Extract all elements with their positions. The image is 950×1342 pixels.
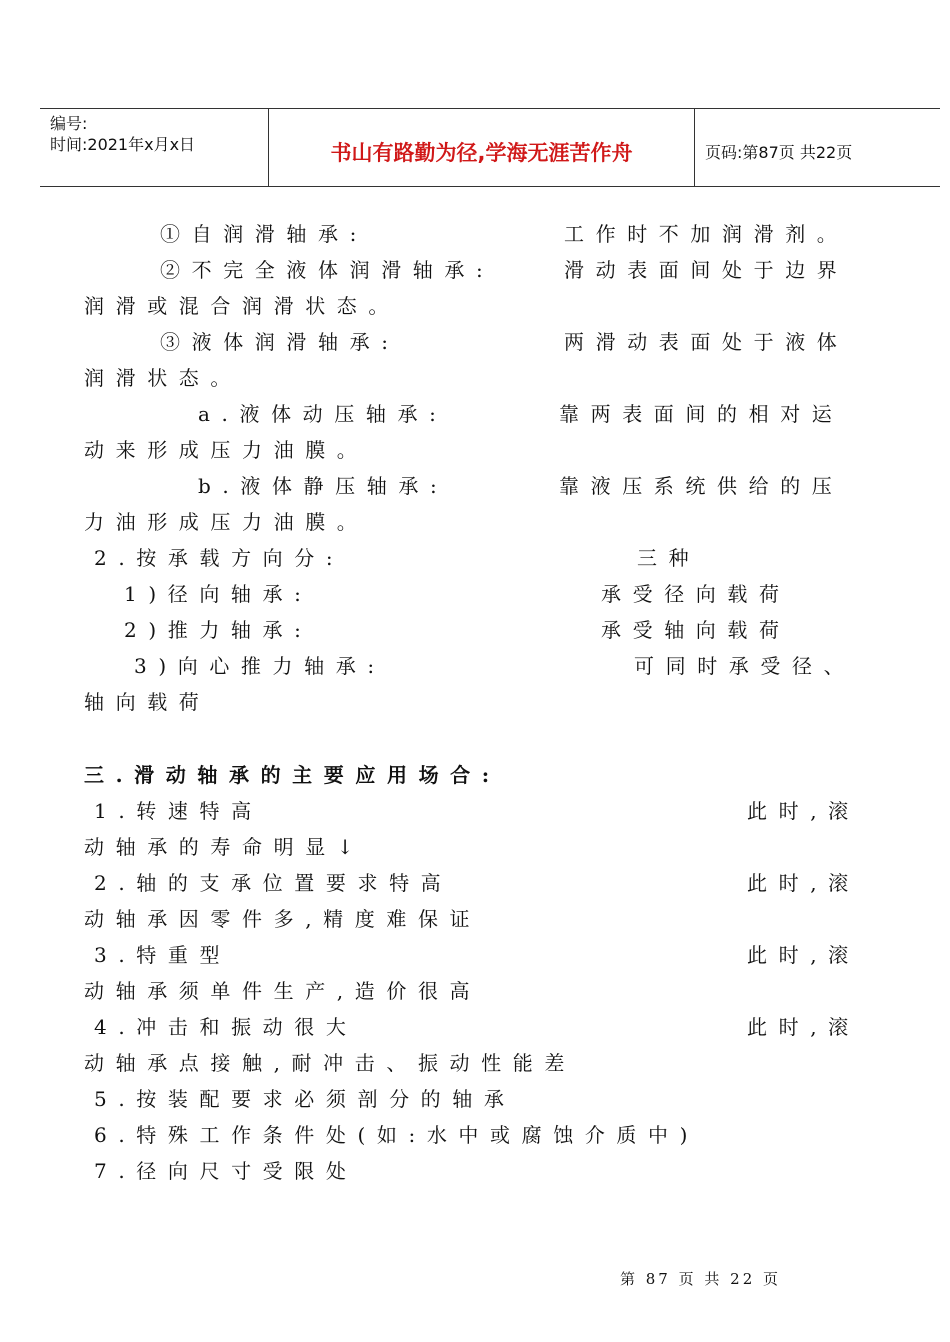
body-line: 7.径向尺寸受限处: [94, 1159, 358, 1183]
body-line: 可同时承受径、: [634, 654, 856, 678]
body-line: 2.轴的支承位置要求特高: [94, 871, 453, 895]
body-line: 润滑或混合润滑状态。: [84, 294, 400, 318]
section-heading: 三.滑动轴承的主要应用场合:: [84, 763, 501, 787]
body-line: 2.按承载方向分:: [94, 546, 345, 570]
body-line: 靠液压系统供给的压: [559, 474, 844, 498]
body-line: 动轴承的寿命明显↓: [84, 835, 366, 859]
header-page-label: 页码:第87页 共22页: [705, 143, 853, 162]
body-line: 此时,滚: [747, 799, 860, 823]
body-line: 三种: [637, 546, 701, 570]
body-line: a.液体动压轴承:: [198, 402, 448, 426]
time-label: 时间:2021年x月x日: [50, 135, 196, 154]
document-header: [40, 108, 940, 187]
body-line: 3)向心推力轴承:: [134, 654, 386, 678]
body-line: b.液体静压轴承:: [198, 474, 449, 498]
body-line: 承受轴向载荷: [601, 618, 791, 642]
body-line: 此时,滚: [747, 1015, 860, 1039]
body-line: 6.特殊工作条件处(如:水中或腐蚀介质中): [94, 1123, 700, 1147]
number-label: 编号:: [50, 114, 88, 133]
body-line: 3.特重型: [94, 943, 232, 967]
body-line: 4.冲击和振动很大: [94, 1015, 358, 1039]
body-line: 2)推力轴承:: [124, 618, 313, 642]
header-meta: [40, 109, 269, 186]
body-line: 动来形成压力油膜。: [84, 438, 369, 462]
body-line: 两滑动表面处于液体: [564, 330, 849, 354]
body-line: 5.按装配要求必须剖分的轴承: [94, 1087, 516, 1111]
body-line: ③液体润滑轴承:: [160, 330, 400, 354]
body-line: 动轴承点接触,耐冲击、振动性能差: [84, 1051, 576, 1075]
body-line: 承受径向载荷: [601, 582, 791, 606]
header-motto: 书山有路勤为径,学海无涯苦作舟: [269, 109, 695, 186]
body-line: 滑动表面间处于边界: [564, 258, 849, 282]
body-line: 靠两表面间的相对运: [559, 402, 844, 426]
body-line: 1.转速特高: [94, 799, 263, 823]
body-line: 此时,滚: [747, 943, 860, 967]
body-line: 工作时不加润滑剂。: [564, 222, 849, 246]
body-line: ②不完全液体润滑轴承:: [160, 258, 495, 282]
body-line: 润滑状态。: [84, 366, 242, 390]
body-line: 动轴承须单件生产,造价很高: [84, 979, 482, 1003]
body-line: ①自润滑轴承:: [160, 222, 368, 246]
body-line: 轴向载荷: [84, 690, 211, 714]
body-line: 1)径向轴承:: [124, 582, 313, 606]
body-line: 此时,滚: [747, 871, 860, 895]
body-line: 动轴承因零件多,精度难保证: [84, 907, 482, 931]
body-line: 力油形成压力油膜。: [84, 510, 369, 534]
page-footer: 第 87 页 共 22 页: [620, 1270, 782, 1288]
